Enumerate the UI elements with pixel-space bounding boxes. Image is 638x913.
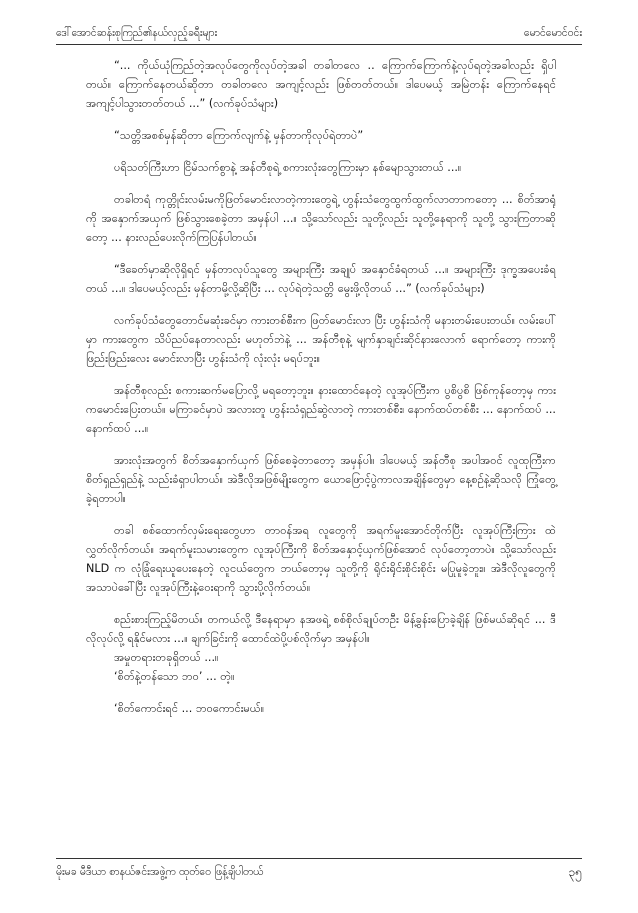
- paragraph: တခါ စစ်ထောက်လှမ်းရေးတွေဟာ တာဝန်အရ လူတွေကို အရက်မူးအောင်တိုက်ပြီး လူအုပ်ကြီးကြား ထဲ လွှတ်လိုက်တယ်။ အရက်မူးသမားတွေက လူအုပ်ကြီးကို စိတ်အနှောင့်ယှက်ဖြစ်အောင် လုပ်တော့တာပဲ။ သို့သော်လည်း NLD က လုံခြုံရေးယူပေးနေတဲ့ လူငယ်တွေက ဘယ်တော့မှ သူတို့ကို ရိုင်းရိုင်းစိုင်းစိုင်း မပြုမူခဲ့ဘူး။ အဲဒီလိုလူတွေကို အသာပဲခေါ်ပြီး လူအုပ်ကြီးနဲ့ဝေးရာကို သွားပို့လိုက်တယ်။: [86, 524, 556, 594]
- quote-line: အမှုတရားတခုရှိတယ် ...။: [114, 651, 219, 664]
- spacer: [86, 686, 556, 699]
- page-footer: [56, 862, 582, 884]
- paragraph: အန်တီစုလည်း စကားဆက်မပြောလို့ မရတော့ဘူး။ နားထောင်နေတဲ့ လူအုပ်ကြီးက ပွစိပွစိ ဖြစ်ကုန်တော့မှ ကားကမောင်းပြေးတယ်။ မကြာခင်မှာပဲ အလားတူ ဟွန်းသံရှည်ဆွဲလာတဲ့ ကားတစ်စီး၊ နောက်ထပ်တစ်စီး ... နောက်ထပ် ... နောက်ထပ် ...။: [86, 384, 556, 435]
- page-body: [86, 56, 556, 851]
- paragraph: “သတ္တိအစစ်မှန်ဆိုတာ ကြောက်လျက်နဲ့ မှန်တာကိုလုပ်ရဲတာပဲ”: [114, 129, 364, 142]
- page-header: [56, 20, 582, 42]
- paragraph: အားလုံးအတွက် စိတ်အနှောက်ယှက် ဖြစ်စေခဲ့တာတော့ အမှန်ပါ။ ဒါပေမယ့် အန်တီစု အပါအဝင် လူထုကြီးက စိတ်ရှည်ရှည်နဲ့ သည်းခံရှာပါတယ်။ အဲဒီလိုအဖြစ်မျိုးတွေက ယောဖြောင့်ပွဲကာလအချိန်တွေမှာ နေ့စဉ်နဲ့ဆိုသလို ကြုံတွေ့ခဲ့ရတာပါ။: [86, 454, 556, 505]
- header-rule: [56, 44, 582, 45]
- paragraph: လက်ခုပ်သံတွေတောင်မဆုံးခင်မှာ ကားတစ်စီးက ဖြတ်မောင်းလာ ပြီး ဟွန်းသံကို မနားတမ်းပေးတယ်။ လမ်းပေါ်မှာ ကားတွေက သိပ်ညပ်နေတာလည်း မဟုတ်ဘဲနဲ့ ... အန်တီစုနဲ့ မျက်နှာချင်းဆိုင်နားလောက် ရောက်တော့ ကားကို ဖြည်းဖြည်းလေး မောင်းလာပြီး ဟွန်းသံကို လုံးလုံး မရပ်ဘူး။: [86, 314, 556, 365]
- page-number: ၃၅: [568, 865, 582, 879]
- closing-line: ‘စိတ်ကောင်းရင် ... ဘဝကောင်းမယ်။: [114, 702, 265, 715]
- quote-line: ‘စိတ်နဲ့တန်သော ဘဝ’ ... တဲ့။: [114, 670, 235, 683]
- footer-publisher: မိုးမခ မီဒီယာ စာနယ်ဇင်းအဖွဲ့က ထုတ်ဝေ ဖြန့်ချိပါတယ်: [56, 865, 264, 878]
- paragraph: တခါတရံ ကုတ္တိုင်းလမ်းမကိုဖြတ်မောင်းလာတဲ့ကားတွေရဲ့ ဟွန်းသံတွေထွက်ထွက်လာတာကတော့ ... စိတ်အာရုံကို အနှောက်အယှက် ဖြစ်သွားစေခဲ့တာ အမှန်ပါ ...။ သို့သော်လည်း သူတို့လည်း သူတို့နေရာကို သူတို့ သွားကြတာဆိုတော့ ... နားလည်ပေးလိုက်ကြပြန်ပါတယ်။: [86, 193, 556, 244]
- paragraph: စည်းစားကြည့်မိတယ်။ တကယ်လို့ ဒီနေရာမှာ နအဖရဲ့ စစ်စိုလ်ချုပ်တဦး မိန့်ခွန်းပြောခဲ့ချိန် ဖြစ်မယ်ဆိုရင် ... ဒီလိုလုပ်လို့ ရနိုင်မလား ...။ ချက်ခြင်းကို ထောင်ထဲပို့ပစ်လိုက်မှာ အမှန်ပါ။: [86, 613, 556, 645]
- header-author: မောင်မောင်ဝင်း: [523, 27, 582, 39]
- paragraph: ပရိသတ်ကြီးဟာ ငြိမ်သက်စွာနဲ့ အန်တီစုရဲ့ စကားလုံးတွေကြားမှာ နစ်မျောသွားတယ် ...။: [114, 161, 462, 174]
- footer-rule: [56, 858, 582, 859]
- paragraph: “... ကိုယ်ယုံကြည်တဲ့အလုပ်တွေကိုလုပ်တဲ့အခါ တခါတလေ .. ကြောက်ကြောက်နဲ့လုပ်ရတဲ့အခါလည်း ရှိပါတယ်။ ကြောက်နေတယ်ဆိုတာ တခါတလေ အကျင့်လည်း ဖြစ်တတ်တယ်။ ဒါပေမယ့် အမြဲတန်း ကြောက်နေရင် အကျင့်ပါသွားတတ်တယ် ...” (လက်ခုပ်သံများ): [86, 59, 556, 110]
- header-book-title: ဒေါ်အောင်ဆန်းစုကြည်၏နယ်လှည့်ခရီးများ: [56, 27, 218, 39]
- paragraph: “ဒီခေတ်မှာဆိုလိုရှိရင် မှန်တာလုပ်သူတွေ အများကြီး အချုပ် အနှောင်ခံရတယ် ...။ အများကြီး ဒုက္ခအပေးခံရတယ် ...။ ဒါပေမယ့်လည်း မှန်တာမို့လို့ဆိုပြီး ... လုပ်ရဲတဲ့သတ္တိ မွေးဖို့လိုတယ် ...” (လက်ခုပ်သံများ): [86, 263, 556, 295]
